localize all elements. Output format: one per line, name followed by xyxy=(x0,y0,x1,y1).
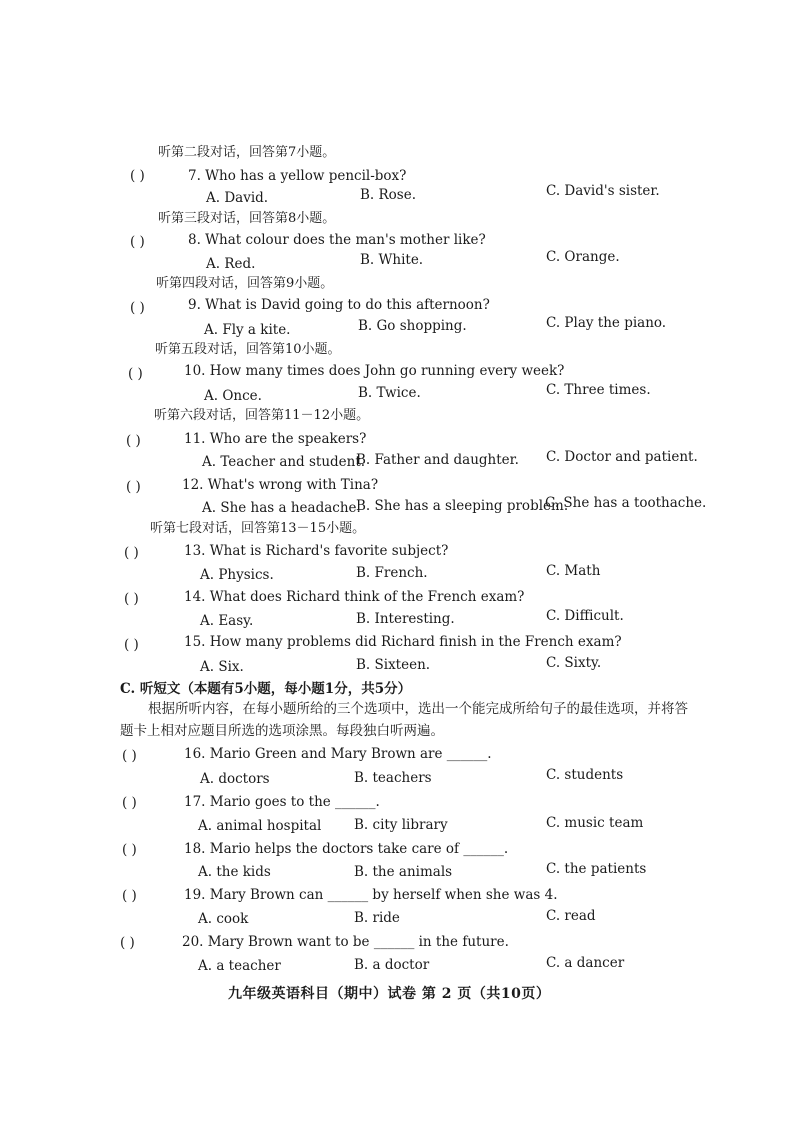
option-b: B. city library xyxy=(354,817,448,833)
option-c: C. Orange. xyxy=(546,249,620,265)
answer-bracket: ( ) xyxy=(122,795,137,811)
instruction-dialogue-4: 听第四段对话，回答第9小题。 xyxy=(156,276,334,291)
instruction-dialogue-7: 听第七段对话，回答第13－15小题。 xyxy=(150,521,366,536)
option-b: B. Go shopping. xyxy=(358,318,467,334)
question-text: 15. How many problems did Richard finish in the French exam? xyxy=(184,634,622,650)
option-c: C. music team xyxy=(546,815,644,831)
answer-bracket: ( ) xyxy=(120,935,135,951)
question-text: 8. What colour does the man's mother like? xyxy=(188,232,486,248)
option-c: C. Sixty. xyxy=(546,655,602,671)
option-c: C. read xyxy=(546,908,596,924)
answer-bracket: ( ) xyxy=(124,591,139,607)
answer-bracket: ( ) xyxy=(128,366,143,382)
instruction-dialogue-3: 听第三段对话，回答第8小题。 xyxy=(158,211,336,226)
question-text: 7. Who has a yellow pencil-box? xyxy=(188,168,407,184)
page-footer: 九年级英语科目（期中）试卷 第 2 页（共10页） xyxy=(228,986,551,1002)
option-a: A. doctors xyxy=(200,771,270,787)
option-a: A. animal hospital xyxy=(198,818,322,834)
option-b: B. Sixteen. xyxy=(356,657,431,673)
option-a: A. Fly a kite. xyxy=(204,322,291,338)
option-b: B. White. xyxy=(360,252,424,268)
option-c: C. Three times. xyxy=(546,382,651,398)
option-b: B. a doctor xyxy=(354,957,430,973)
option-c: C. Play the piano. xyxy=(546,315,667,331)
option-c: C. a dancer xyxy=(546,955,625,971)
section-c-instruction-line1: 根据所听内容，在每小题所给的三个选项中，选出一个能完成所给句子的最佳选项，并将答 xyxy=(148,701,688,717)
question-text: 12. What's wrong with Tina? xyxy=(182,477,379,493)
question-text: 13. What is Richard's favorite subject? xyxy=(184,543,449,559)
question-text: 19. Mary Brown can ______ by herself when she was 4. xyxy=(184,887,558,903)
section-c-instruction-line2: 题卡上相对应题目所选的选项涂黑。每段独白听两遍。 xyxy=(120,723,444,739)
option-a: A. David. xyxy=(206,190,269,206)
option-a: A. the kids xyxy=(198,864,271,880)
option-a: A. Once. xyxy=(204,388,262,404)
option-a: A. a teacher xyxy=(198,958,281,974)
option-b: B. She has a sleeping problem. xyxy=(356,498,569,514)
option-a: A. Physics. xyxy=(200,567,274,583)
answer-bracket: ( ) xyxy=(124,545,139,561)
answer-bracket: ( ) xyxy=(124,637,139,653)
option-c: C. David's sister. xyxy=(546,183,660,199)
option-c: C. Math xyxy=(546,563,601,579)
instruction-dialogue-5: 听第五段对话，回答第10小题。 xyxy=(155,342,341,357)
option-b: B. French. xyxy=(356,565,428,581)
question-text: 14. What does Richard think of the French exam? xyxy=(184,589,525,605)
question-text: 10. How many times does John go running every week? xyxy=(184,363,565,379)
option-a: A. Red. xyxy=(206,256,256,272)
option-a: A. cook xyxy=(198,911,249,927)
answer-bracket: ( ) xyxy=(126,479,141,495)
question-text: 11. Who are the speakers? xyxy=(184,431,367,447)
option-b: B. teachers xyxy=(354,770,432,786)
option-c: C. students xyxy=(546,767,624,783)
question-text: 9. What is David going to do this afternoon? xyxy=(188,297,490,313)
answer-bracket: ( ) xyxy=(122,748,137,764)
question-text: 16. Mario Green and Mary Brown are ______. xyxy=(184,746,492,762)
option-b: B. Twice. xyxy=(358,385,421,401)
answer-bracket: ( ) xyxy=(130,300,145,316)
option-b: B. the animals xyxy=(354,864,453,880)
instruction-dialogue-2: 听第二段对话，回答第7小题。 xyxy=(158,145,336,160)
option-b: B. Father and daughter. xyxy=(356,452,519,468)
question-text: 18. Mario helps the doctors take care of ______. xyxy=(184,841,509,857)
answer-bracket: ( ) xyxy=(122,842,137,858)
option-a: A. Six. xyxy=(200,659,244,675)
answer-bracket: ( ) xyxy=(130,234,145,250)
question-text: 20. Mary Brown want to be ______ in the future. xyxy=(182,934,509,950)
option-a: A. She has a headache. xyxy=(202,500,361,516)
option-c: C. the patients xyxy=(546,861,647,877)
answer-bracket: ( ) xyxy=(122,888,137,904)
option-b: B. Interesting. xyxy=(356,611,455,627)
answer-bracket: ( ) xyxy=(130,168,145,184)
option-b: B. Rose. xyxy=(360,187,417,203)
question-text: 17. Mario goes to the ______. xyxy=(184,794,380,810)
option-c: C. Doctor and patient. xyxy=(546,449,698,465)
option-a: A. Teacher and student. xyxy=(202,454,366,470)
answer-bracket: ( ) xyxy=(126,433,141,449)
instruction-dialogue-6: 听第六段对话，回答第11－12小题。 xyxy=(154,408,370,423)
option-b: B. ride xyxy=(354,910,400,926)
option-a: A. Easy. xyxy=(200,613,254,629)
option-c: C. Difficult. xyxy=(546,608,624,624)
option-c: C. She has a toothache. xyxy=(545,495,707,511)
section-c-heading: C. 听短文（本题有5小题，每小题1分，共5分） xyxy=(120,681,412,697)
